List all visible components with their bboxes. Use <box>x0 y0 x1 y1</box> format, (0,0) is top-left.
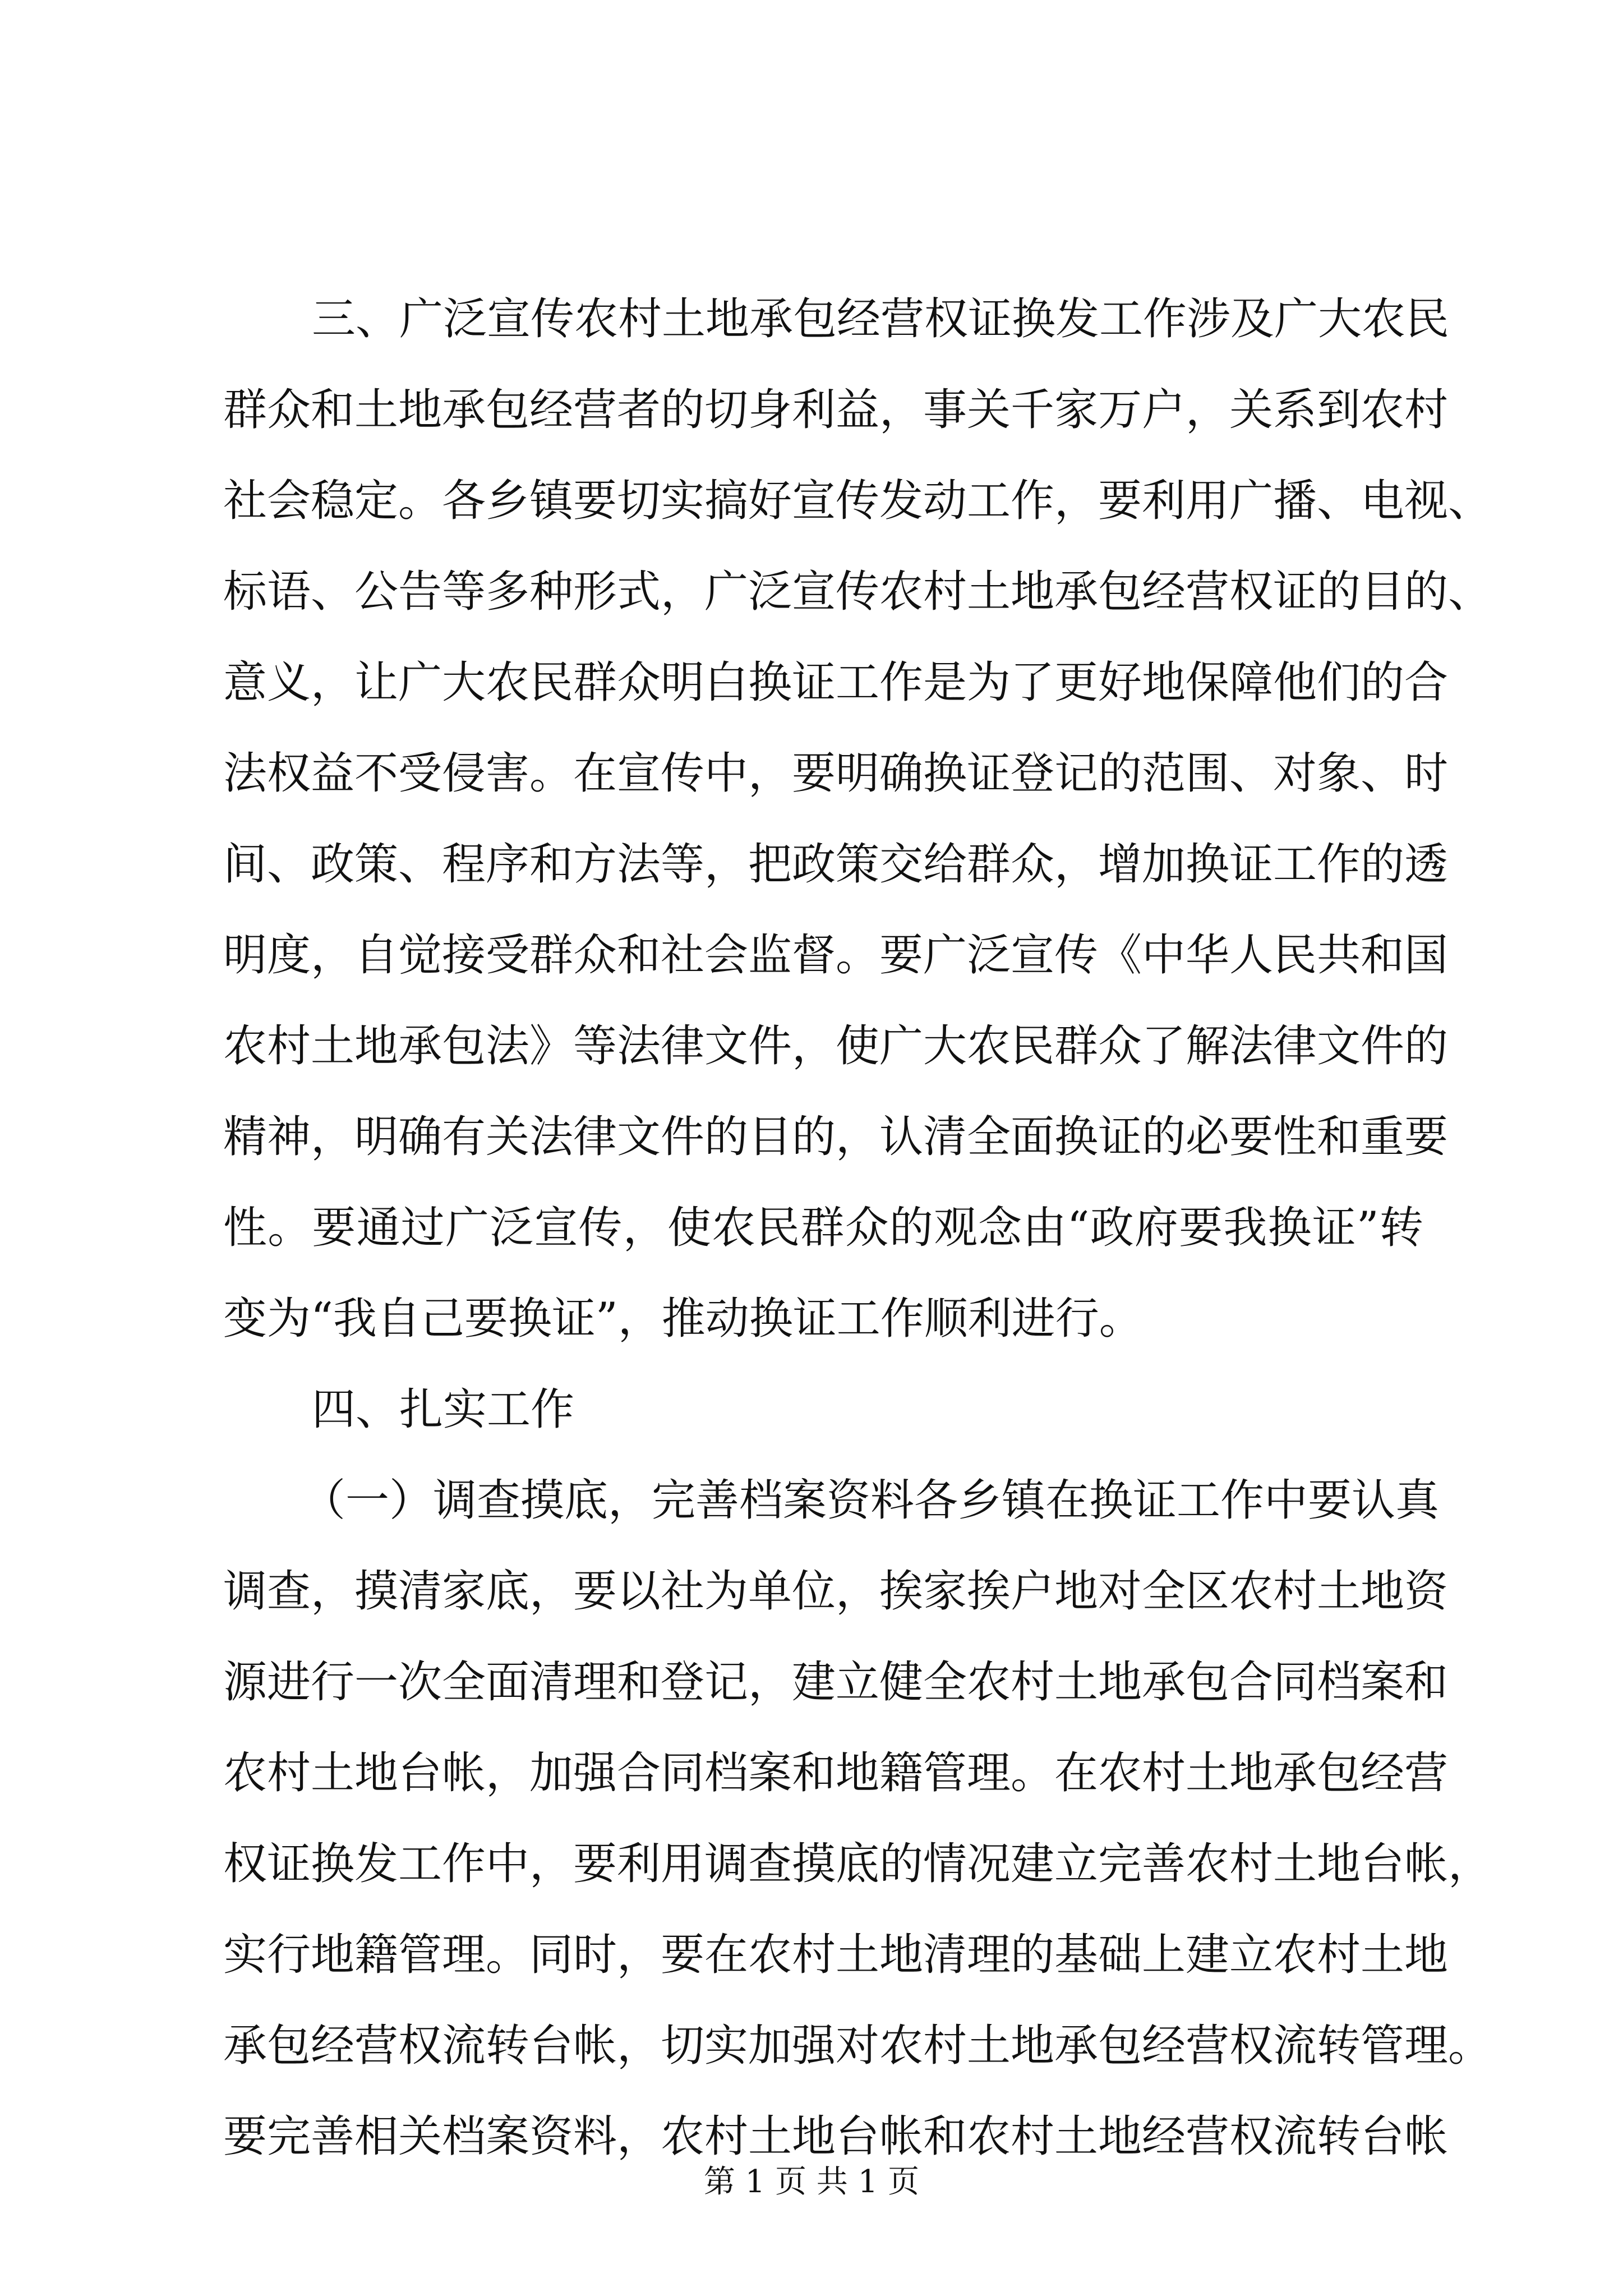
paragraph-line: 实行地籍管理。同时，要在农村土地清理的基础上建立农村土地 <box>223 1930 1449 1980</box>
paragraph-line: 三、广泛宣传农村土地承包经营权证换发工作涉及广大农民 <box>312 294 1450 344</box>
paragraph-line: 性。要通过广泛宣传，使农民群众的观念由“政府要我换证”转 <box>223 1203 1423 1253</box>
paragraph-line: 明度，自觉接受群众和社会监督。要广泛宣传《中华人民共和国 <box>223 930 1449 981</box>
paragraph-line: 变为“我自己要换证”，推动换证工作顺利进行。 <box>223 1294 1143 1344</box>
paragraph-line: 社会稳定。各乡镇要切实搞好宣传发动工作，要利用广播、电视、 <box>223 476 1492 526</box>
document-body <box>223 274 1492 2182</box>
paragraph-line: 农村土地承包法》等法律文件，使广大农民群众了解法律文件的 <box>223 1021 1449 1071</box>
section-heading: 四、扎实工作 <box>312 1384 575 1435</box>
paragraph-line: 要完善相关档案资料，农村土地台帐和农村土地经营权流转台帐 <box>223 2111 1449 2162</box>
paragraph-line: 间、政策、程序和方法等，把政策交给群众，增加换证工作的透 <box>223 839 1449 890</box>
paragraph-line: 精神，明确有关法律文件的目的，认清全面换证的必要性和重要 <box>223 1112 1449 1162</box>
paragraph-line: 法权益不受侵害。在宣传中，要明确换证登记的范围、对象、时 <box>223 748 1449 799</box>
paragraph-line: 意义，让广大农民群众明白换证工作是为了更好地保障他们的合 <box>223 657 1449 708</box>
paragraph-line: 权证换发工作中，要利用调查摸底的情况建立完善农村土地台帐， <box>223 1839 1492 1889</box>
paragraph-line: 调查，摸清家底，要以社为单位，挨家挨户地对全区农村土地资 <box>223 1566 1449 1617</box>
paragraph-line: 标语、公告等多种形式，广泛宣传农村土地承包经营权证的目的、 <box>223 567 1492 617</box>
paragraph-line: （一）调查摸底，完善档案资料各乡镇在换证工作中要认真 <box>302 1475 1440 1526</box>
page-footer: 第 1 页 共 1 页 <box>703 2164 920 2200</box>
paragraph-line: 源进行一次全面清理和登记，建立健全农村土地承包合同档案和 <box>223 1657 1449 1708</box>
paragraph-line: 群众和土地承包经营者的切身利益，事关千家万户，关系到农村 <box>223 385 1449 435</box>
paragraph-line: 承包经营权流转台帐，切实加强对农村土地承包经营权流转管理。 <box>223 2021 1492 2071</box>
paragraph-line: 农村土地台帐，加强合同档案和地籍管理。在农村土地承包经营 <box>223 1748 1449 1798</box>
